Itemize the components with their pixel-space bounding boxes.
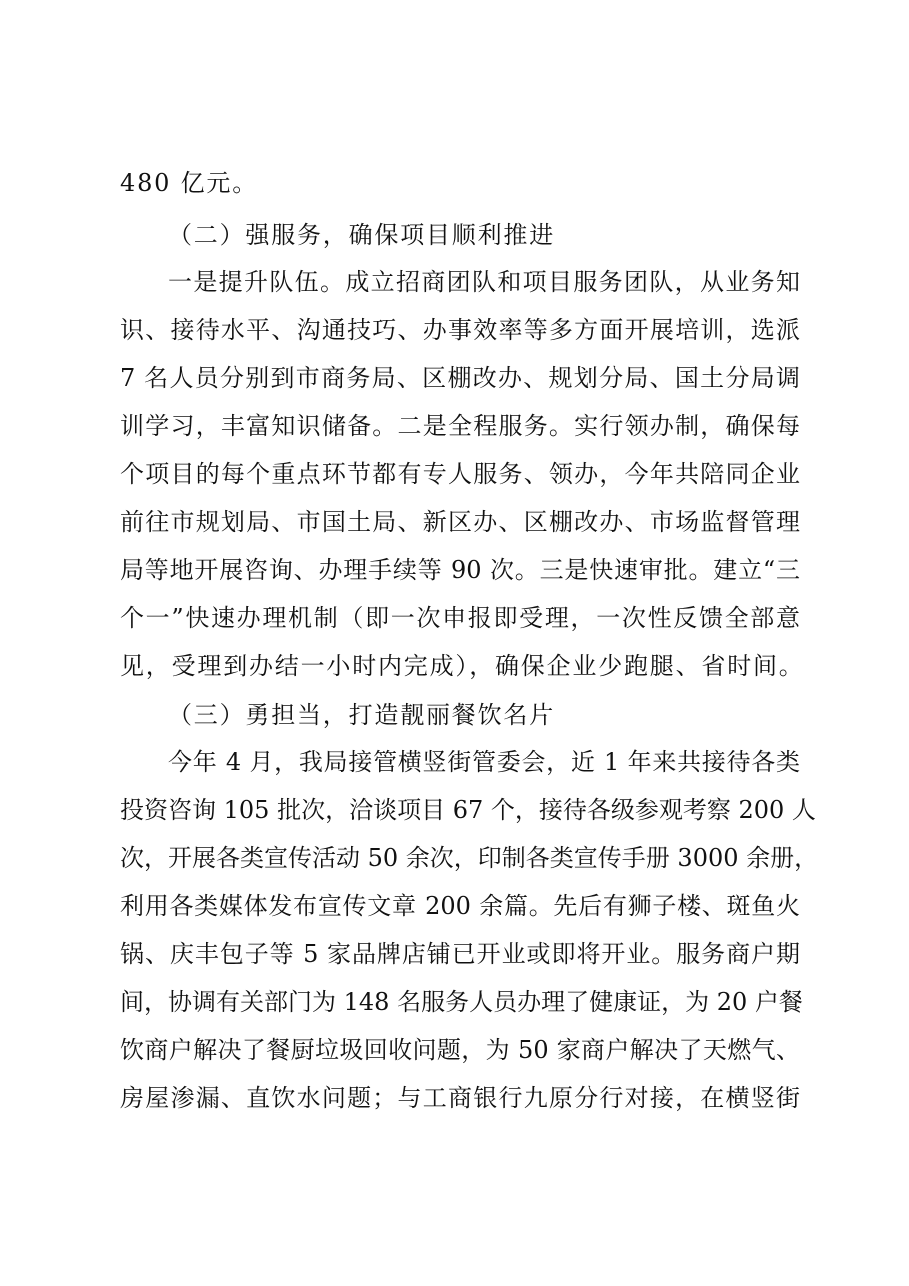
- paragraph-line-7: 局等地开展咨询、办理手续等 90 次。三是快速审批。建立“三: [120, 556, 800, 584]
- paragraph2-line-4: 利用各类媒体发布宣传文章 200 余篇。先后有狮子楼、斑鱼火: [120, 892, 800, 920]
- section-heading-2: （二）强服务，确保项目顺利推进: [168, 221, 555, 249]
- paragraph2-line-8: 房屋渗漏、直饮水问题；与工商银行九原分行对接，在横竖街: [120, 1084, 800, 1112]
- text-line-1: 480 亿元。: [120, 169, 259, 197]
- paragraph2-line-5: 锅、庆丰包子等 5 家品牌店铺已开业或即将开业。服务商户期: [120, 940, 800, 968]
- paragraph-line-1: 一是提升队伍。成立招商团队和项目服务团队，从业务知: [168, 268, 800, 296]
- paragraph-line-5: 个项目的每个重点环节都有专人服务、领办，今年共陪同企业: [120, 460, 800, 488]
- paragraph2-line-7: 饮商户解决了餐厨垃圾回收问题，为 50 家商户解决了天燃气、: [120, 1036, 800, 1064]
- paragraph-line-2: 识、接待水平、沟通技巧、办事效率等多方面开展培训，选派: [120, 316, 800, 344]
- paragraph2-line-2: 投资咨询 105 批次，洽谈项目 67 个，接待各级参观考察 200 人: [120, 796, 816, 824]
- paragraph-line-3: 7 名人员分别到市商务局、区棚改办、规划分局、国土分局调: [120, 364, 800, 392]
- paragraph2-line-3: 次，开展各类宣传活动 50 余次，印制各类宣传手册 3000 余册，: [120, 844, 819, 872]
- paragraph2-line-1: 今年 4 月，我局接管横竖街管委会，近 1 年来共接待各类: [168, 748, 800, 776]
- paragraph-line-9: 见，受理到办结一小时内完成），确保企业少跑腿、省时间。: [120, 652, 805, 680]
- paragraph-line-8: 个一”快速办理机制（即一次申报即受理，一次性反馈全部意: [120, 604, 800, 632]
- section-heading-3: （三）勇担当，打造靓丽餐饮名片: [168, 701, 555, 729]
- paragraph2-line-6: 间，协调有关部门为 148 名服务人员办理了健康证，为 20 户餐: [120, 988, 803, 1016]
- paragraph-line-6: 前往市规划局、市国土局、新区办、区棚改办、市场监督管理: [120, 508, 800, 536]
- paragraph-line-4: 训学习，丰富知识储备。二是全程服务。实行领办制，确保每: [120, 412, 800, 440]
